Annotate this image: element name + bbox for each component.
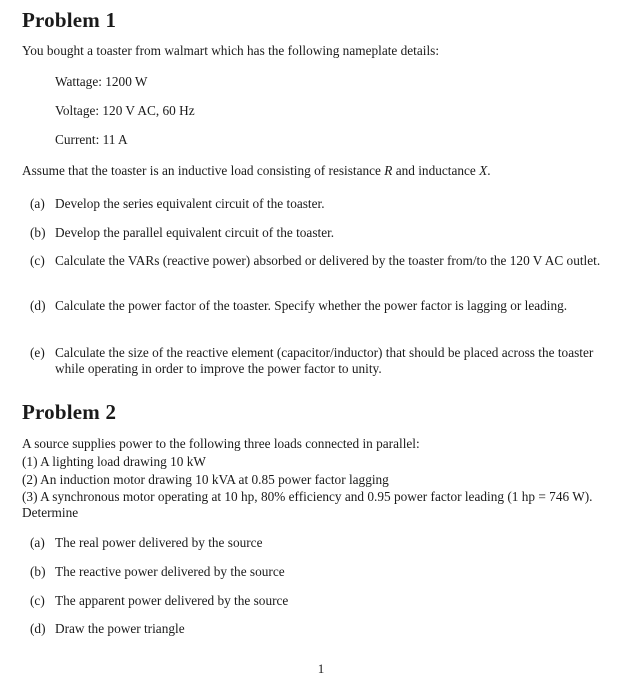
problem-2-intro: A source supplies power to the following three loads connected in parallel: bbox=[22, 436, 420, 451]
assumption-text bbox=[22, 163, 491, 179]
part-label: (b) bbox=[30, 225, 46, 240]
nameplate-wattage: Wattage: 1200 W bbox=[55, 74, 148, 89]
part-text: Draw the power triangle bbox=[55, 621, 185, 636]
part-text: The real power delivered by the source bbox=[55, 535, 263, 550]
part-label: (d) bbox=[30, 298, 46, 313]
part-label: (c) bbox=[30, 593, 45, 608]
part-label: (a) bbox=[30, 196, 45, 211]
part-text: The apparent power delivered by the source bbox=[55, 593, 289, 608]
part-text: Calculate the power factor of the toaster. Specify whether the power factor is lagging or leading. bbox=[55, 298, 568, 313]
part-text: Calculate the size of the reactive element (capacitor/inductor) that should be placed across the toaster while operating in order to improve the power factor to unity. bbox=[55, 345, 594, 376]
page-number: 1 bbox=[317, 661, 325, 676]
part-text: The reactive power delivered by the source bbox=[55, 564, 285, 579]
problem-2-title: Problem 2 bbox=[22, 400, 117, 424]
part-label: (d) bbox=[30, 621, 46, 636]
assumption-mid: and inductance bbox=[392, 163, 480, 178]
part-text: Develop the series equivalent circuit of the toaster. bbox=[55, 196, 325, 211]
part-label: (a) bbox=[30, 535, 45, 550]
nameplate-current: Current: 11 A bbox=[55, 132, 128, 147]
assumption-end: . bbox=[487, 163, 491, 178]
variable-x: X bbox=[479, 163, 488, 178]
nameplate-voltage: Voltage: 120 V AC, 60 Hz bbox=[55, 103, 195, 118]
problem-2-load-3: (3) A synchronous motor operating at 10 hp, 80% efficiency and 0.95 power factor leading (1 hp = 746 W). Determine bbox=[22, 489, 593, 520]
part-label: (b) bbox=[30, 564, 46, 579]
assumption-prefix: Assume that the toaster is an inductive load consisting of resistance bbox=[22, 163, 385, 178]
part-label: (c) bbox=[30, 253, 45, 268]
problem-1-intro: You bought a toaster from walmart which has the following nameplate details: bbox=[22, 43, 440, 58]
part-text: Calculate the VARs (reactive power) absorbed or delivered by the toaster from/to the 120 V AC outlet. bbox=[55, 253, 601, 268]
part-text: Develop the parallel equivalent circuit of the toaster. bbox=[55, 225, 335, 240]
problem-2-load-2: (2) An induction motor drawing 10 kVA at 0.85 power factor lagging bbox=[22, 472, 389, 487]
variable-r: R bbox=[384, 163, 393, 178]
problem-1-title: Problem 1 bbox=[22, 8, 117, 32]
part-label: (e) bbox=[30, 345, 45, 360]
problem-2-load-1: (1) A lighting load drawing 10 kW bbox=[22, 454, 206, 469]
